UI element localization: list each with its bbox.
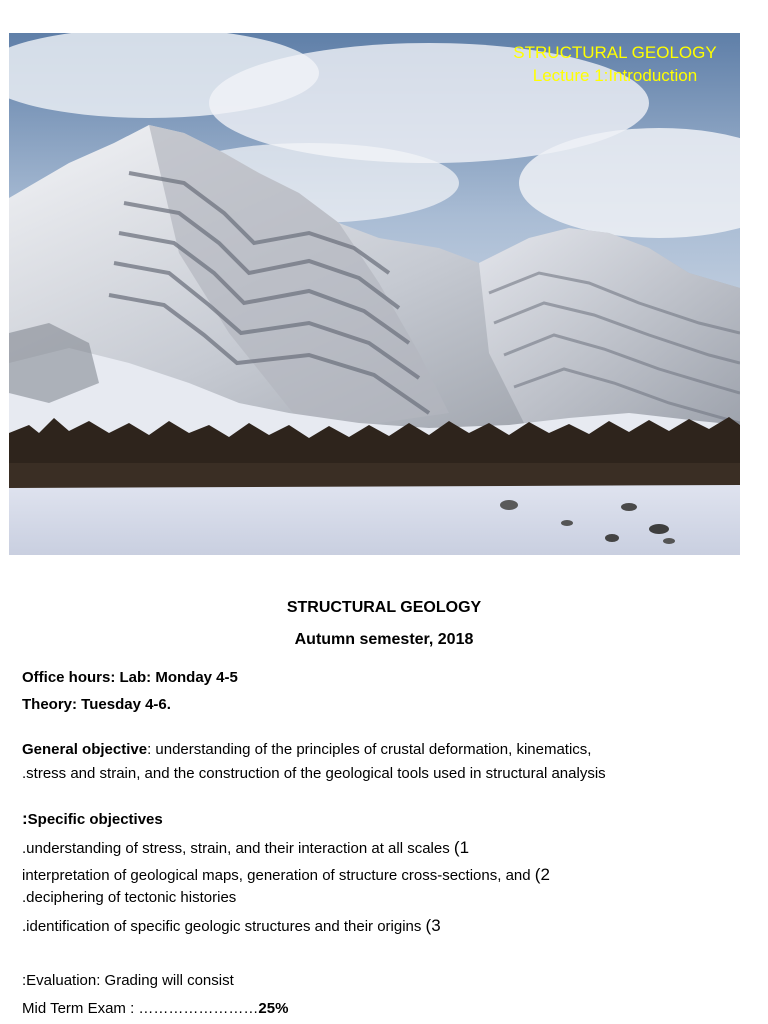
- specific-objectives-label: Specific objectives: [27, 811, 163, 828]
- course-title: STRUCTURAL GEOLOGY: [286, 599, 482, 616]
- objective-number: (1: [453, 838, 470, 857]
- objective-number: (2: [534, 865, 550, 884]
- general-objective-text-2: .stress and strain, and the construction of the geological tools used in structural analysis: [22, 765, 606, 782]
- midterm-label: Mid Term Exam : ……………………: [22, 1000, 259, 1017]
- objective-item-2: [22, 865, 550, 885]
- photo-title-line2: Lecture 1:Introduction: [532, 66, 698, 85]
- objective-item-2-continuation: .deciphering of tectonic histories: [22, 889, 237, 906]
- midterm-value: 25%: [258, 1000, 289, 1017]
- photo-title: [477, 41, 753, 87]
- objective-text: .identification of specific geologic structures and their origins: [22, 918, 422, 935]
- office-hours-lab: Office hours: Lab: Monday 4-5: [22, 669, 238, 686]
- objective-item-1: [22, 838, 469, 858]
- photo-title-line1: STRUCTURAL GEOLOGY: [513, 43, 717, 62]
- course-semester: Autumn semester, 2018: [294, 631, 474, 648]
- mountain-photo: [9, 33, 740, 555]
- evaluation-midterm: [22, 1000, 288, 1017]
- objective-item-3: [22, 916, 441, 936]
- general-objective-label: General objective: [22, 741, 148, 758]
- office-hours-theory: Theory: Tuesday 4-6.: [22, 696, 171, 713]
- specific-objectives-colon: :: [22, 809, 28, 828]
- specific-objectives-heading: [22, 809, 163, 829]
- objective-number: (3: [425, 916, 441, 935]
- objective-text: .understanding of stress, strain, and their interaction at all scales: [22, 840, 450, 857]
- evaluation-heading: :Evaluation: Grading will consist: [22, 972, 234, 989]
- snowy-mountain-image: [9, 33, 740, 555]
- general-objective-text-1: : understanding of the principles of crustal deformation, kinematics,: [147, 741, 592, 758]
- general-objective: [22, 741, 591, 758]
- objective-text: interpretation of geological maps, generation of structure cross-sections, and: [22, 867, 531, 884]
